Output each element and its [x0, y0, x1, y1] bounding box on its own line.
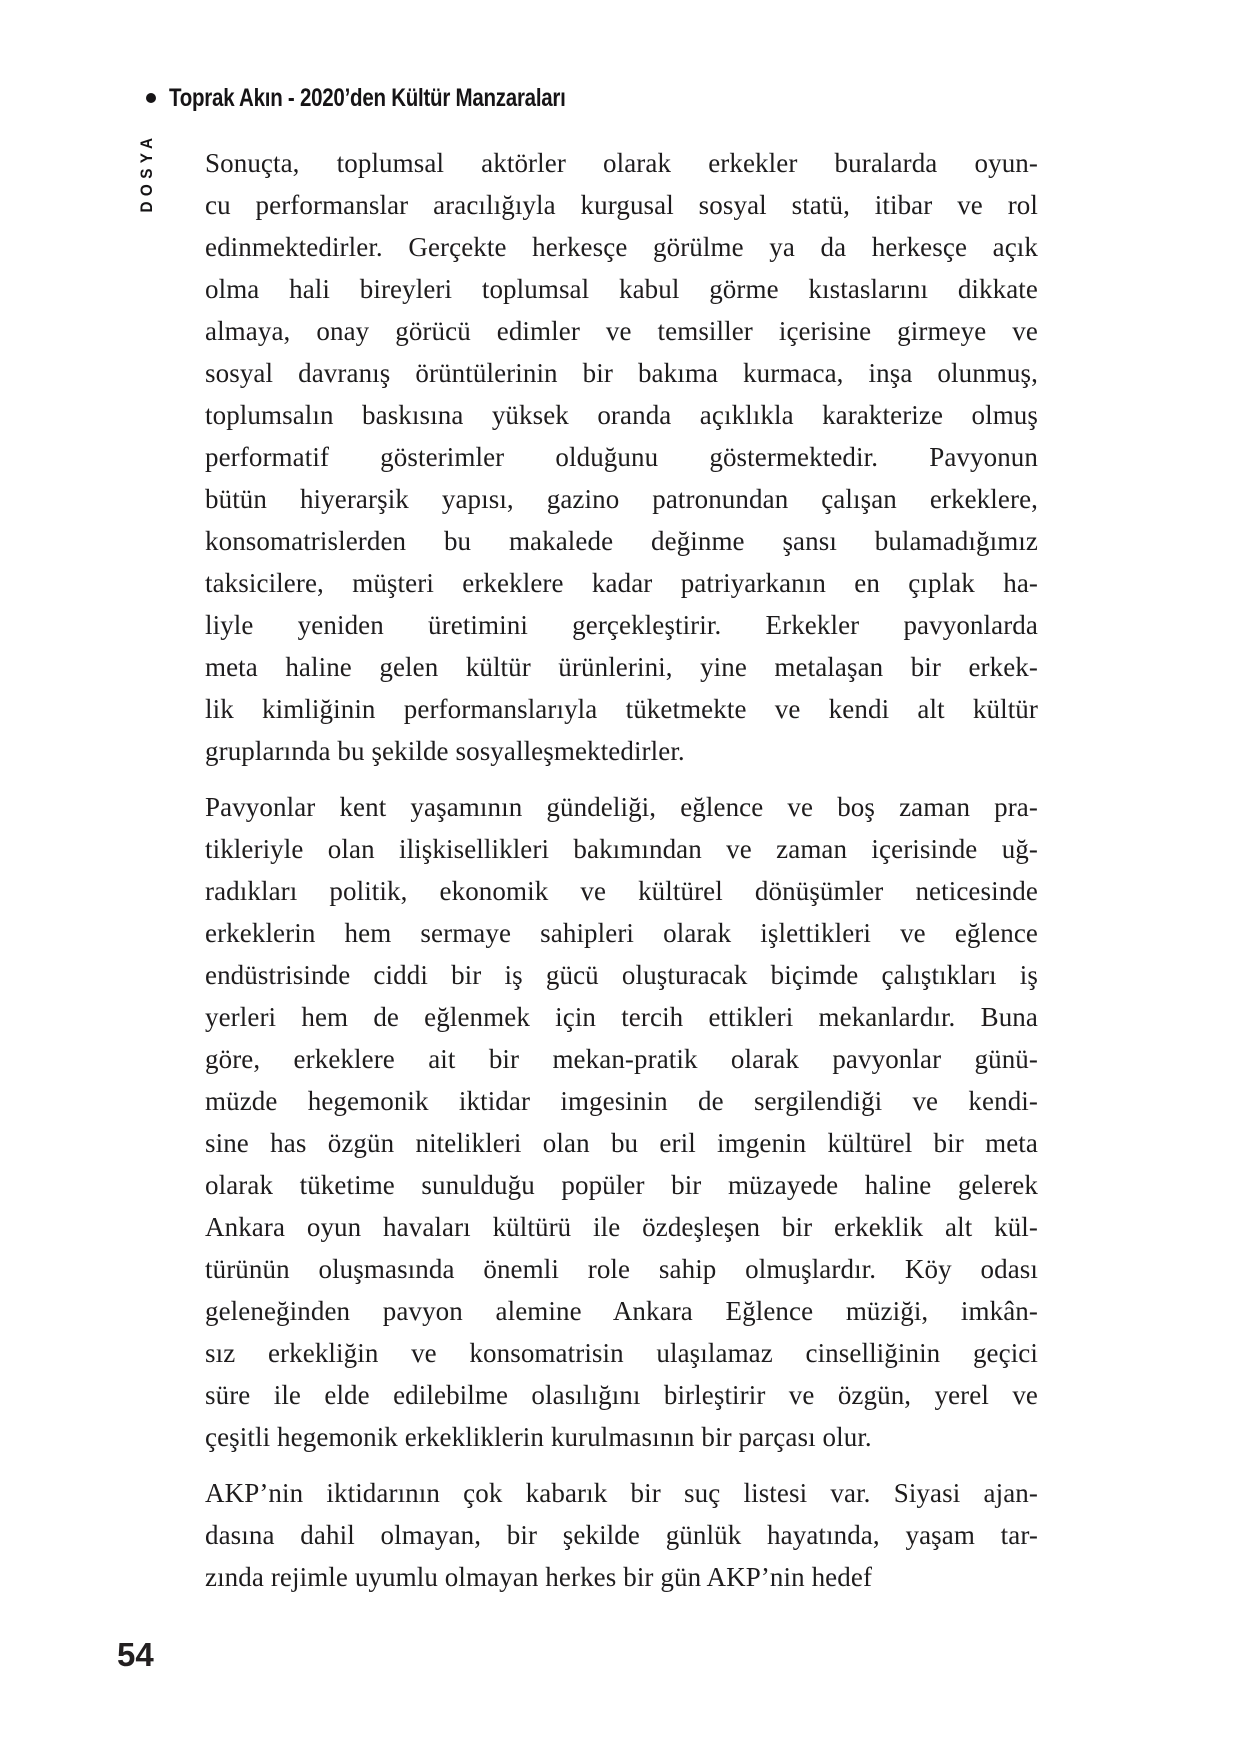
text-line: gruplarında bu şekilde sosyalleşmektedirler. — [205, 736, 685, 766]
text-line: taksicilere, müşteri erkeklere kadar patriyarkanın en çıplak ha- — [205, 568, 1038, 598]
book-title: 2020’den Kültür Manzaraları — [299, 84, 566, 112]
paragraph — [205, 1472, 1038, 1598]
running-header — [146, 84, 653, 112]
text-line: Pavyonlar kent yaşamının gündeliği, eğlence ve boş zaman pra- — [205, 792, 1038, 822]
text-line: göre, erkeklere ait bir mekan-pratik olarak pavyonlar günü- — [205, 1044, 1038, 1074]
text-line: yerleri hem de eğlenmek için tercih ettikleri mekanlardır. Buna — [205, 1002, 1038, 1032]
text-line: dasına dahil olmayan, bir şekilde günlük hayatında, yaşam tar- — [205, 1520, 1038, 1550]
paragraph — [205, 786, 1038, 1458]
section-label-wrap — [133, 130, 161, 216]
text-line: liyle yeniden üretimini gerçekleştirir. Erkekler pavyonlarda — [205, 610, 1038, 640]
text-line: olma hali bireyleri toplumsal kabul görme kıstaslarını dikkate — [205, 274, 1038, 304]
text-line: çeşitli hegemonik erkekliklerin kurulmasının bir parçası olur. — [205, 1422, 872, 1452]
text-line: süre ile elde edilebilme olasılığını birleştirir ve özgün, yerel ve — [205, 1380, 1038, 1410]
text-line: bütün hiyerarşik yapısı, gazino patronundan çalışan erkeklere, — [205, 484, 1038, 514]
text-line: geleneğinden pavyon alemine Ankara Eğlence müziği, imkân- — [205, 1296, 1038, 1326]
text-line: Sonuçta, toplumsal aktörler olarak erkekler buralarda oyun- — [205, 148, 1038, 178]
text-line: Ankara oyun havaları kültürü ile özdeşleşen bir erkeklik alt kül- — [205, 1212, 1038, 1242]
text-line: sız erkekliğin ve konsomatrisin ulaşılamaz cinselliğinin geçici — [205, 1338, 1038, 1368]
text-line: endüstrisinde ciddi bir iş gücü oluşturacak biçimde çalıştıkları iş — [205, 960, 1038, 990]
text-line: toplumsalın baskısına yüksek oranda açıklıkla karakterize olmuş — [205, 400, 1038, 430]
text-line: cu performanslar aracılığıyla kurgusal sosyal statü, itibar ve rol — [205, 190, 1038, 220]
text-line: tikleriyle olan ilişkisellikleri bakımından ve zaman içerisinde uğ- — [205, 834, 1038, 864]
text-line: almaya, onay görücü edimler ve temsiller içerisine girmeye ve — [205, 316, 1038, 346]
paragraph — [205, 142, 1038, 772]
text-line: zında rejimle uyumlu olmayan herkes bir gün AKP’nin hedef — [205, 1562, 873, 1592]
text-line: olarak tüketime sunulduğu popüler bir müzayede haline gelerek — [205, 1170, 1038, 1200]
text-line: türünün oluşmasında önemli role sahip olmuşlardır. Köy odası — [205, 1254, 1038, 1284]
body-text — [205, 142, 1038, 1598]
text-line: radıkları politik, ekonomik ve kültürel dönüşümler neticesinde — [205, 876, 1038, 906]
text-line: konsomatrislerden bu makalede değinme şansı bulamadığımız — [205, 526, 1038, 556]
running-header-text — [169, 84, 566, 112]
bullet-icon — [146, 93, 156, 103]
text-line: sosyal davranış örüntülerinin bir bakıma kurmaca, inşa olunmuş, — [205, 358, 1038, 388]
page-number: 54 — [117, 1636, 154, 1673]
text-line: AKP’nin iktidarının çok kabarık bir suç listesi var. Siyasi ajan- — [205, 1478, 1038, 1508]
text-line: sine has özgün nitelikleri olan bu eril imgenin kültürel bir meta — [205, 1128, 1038, 1158]
text-line: erkeklerin hem sermaye sahipleri olarak işlettikleri ve eğlence — [205, 918, 1038, 948]
text-line: lik kimliğinin performanslarıyla tüketmekte ve kendi alt kültür — [205, 694, 1038, 724]
text-line: müzde hegemonik iktidar imgesinin de sergilendiği ve kendi- — [205, 1086, 1038, 1116]
text-line: performatif gösterimler olduğunu göstermektedir. Pavyonun — [205, 442, 1038, 472]
text-line: meta haline gelen kültür ürünlerini, yine metalaşan bir erkek- — [205, 652, 1038, 682]
header-separator: - — [282, 84, 300, 112]
text-line: edinmektedirler. Gerçekte herkesçe görülme ya da herkesçe açık — [205, 232, 1038, 262]
section-label: DOSYA — [137, 132, 156, 214]
author-name: Toprak Akın — [169, 84, 283, 112]
